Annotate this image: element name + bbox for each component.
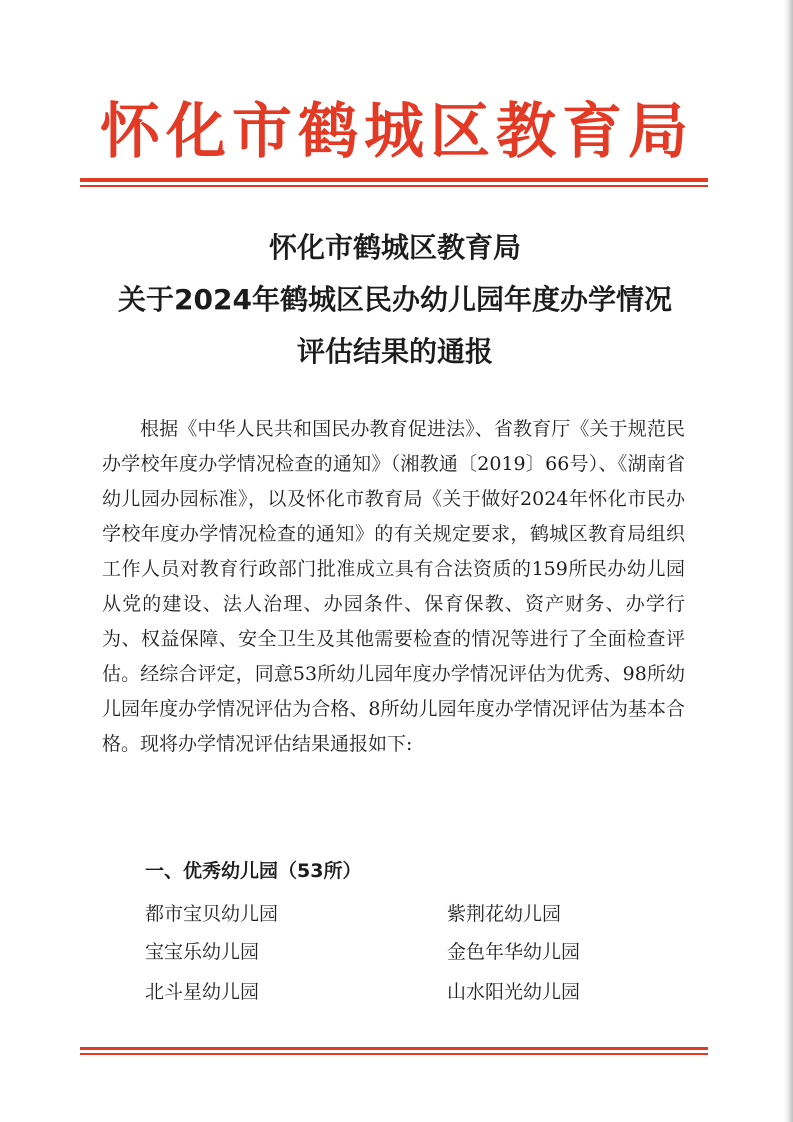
document-title-line-3: 评估结果的通报 xyxy=(296,335,493,368)
kindergarten-list-item: 宝宝乐幼儿园 xyxy=(145,941,260,963)
masthead-red-rule-thick xyxy=(80,178,708,182)
masthead-red-rule-thin xyxy=(80,185,708,187)
footer-red-rule-thick xyxy=(80,1047,708,1050)
section-heading-excellent: 一、优秀幼儿园（53所） xyxy=(145,860,362,882)
kindergarten-list-item: 紫荆花幼儿园 xyxy=(447,903,562,925)
scan-edge-shadow xyxy=(783,0,793,1122)
footer-red-rule-thin xyxy=(80,1053,708,1055)
kindergarten-list-item: 北斗星幼儿园 xyxy=(145,981,260,1003)
document-title-line-1: 怀化市鹤城区教育局 xyxy=(268,231,521,264)
kindergarten-list-item: 山水阳光幼儿园 xyxy=(447,981,581,1003)
kindergarten-list-item: 金色年华幼儿园 xyxy=(447,941,581,963)
body-paragraph: 根据《中华人民共和国民办教育促进法》、省教育厅《关于规范民办学校年度办学情况检查的通知》（湘教通〔2019〕66号）、《湖南省幼儿园办园标准》，以及怀化市教育局《关于做好2024年怀化市民办学校年度办学情况检查的通知》的有关规定要求，鹤城区教育局组织工作人员对教育行政部门批准成立具有合法资质的159所民办幼儿园从党的建设、法人治理、办园条件、保育保教、资产财务、办学行为、权益保障、安全卫生及其他需要检查的情况等进行了全面检查评估。经综合评定，同意53所幼儿园年度办学情况评估为优秀、98所幼儿园年度办学情况评估为合格、8所幼儿园年度办学情况评估为基本合格。现将办学情况评估结果通报如下: xyxy=(102,418,685,755)
masthead-org-name: 怀化市鹤城区教育局 xyxy=(100,97,694,167)
document-title-line-2: 关于2024年鹤城区民办幼儿园年度办学情况 xyxy=(118,283,672,316)
kindergarten-list-item: 都市宝贝幼儿园 xyxy=(145,903,279,925)
